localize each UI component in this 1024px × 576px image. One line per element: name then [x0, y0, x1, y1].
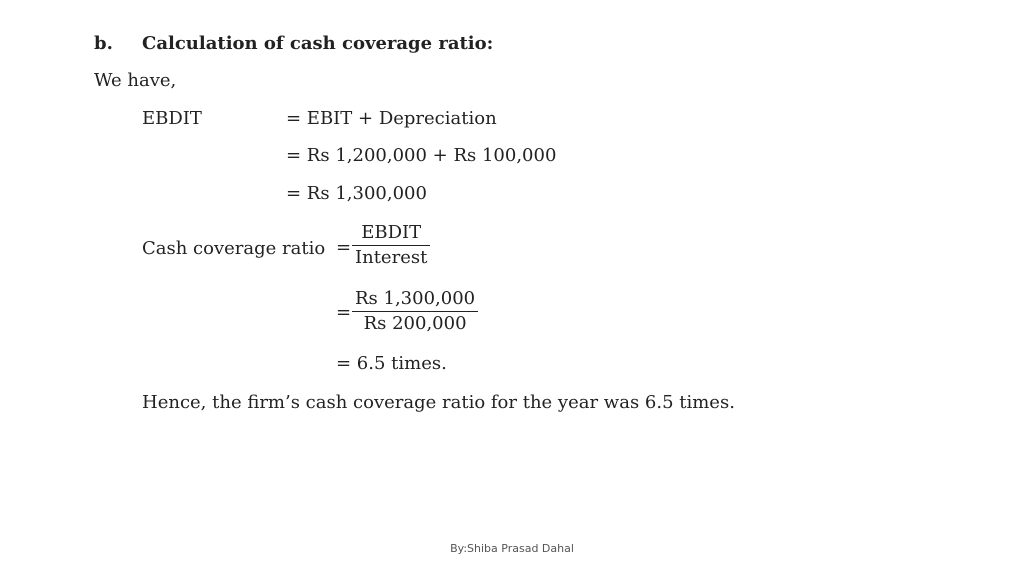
ebdit-line-2: = Rs 1,200,000 + Rs 100,000 — [286, 145, 557, 166]
ratio-equals-1: = — [336, 237, 352, 258]
intro-text: We have, — [94, 70, 177, 91]
fraction-numerator: EBDIT — [352, 222, 430, 246]
ratio-fraction-formula — [352, 222, 430, 269]
ebdit-label: EBDIT — [142, 108, 202, 129]
fraction-denominator: Interest — [355, 247, 428, 268]
footer-author: By:Shiba Prasad Dahal — [450, 542, 574, 555]
conclusion-text: Hence, the firm’s cash coverage ratio for the year was 6.5 times. — [142, 392, 735, 413]
ratio-result: = 6.5 times. — [336, 353, 447, 374]
ratio-label: Cash coverage ratio — [142, 238, 326, 259]
heading-title: Calculation of cash coverage ratio: — [142, 33, 494, 54]
ebdit-line-3: = Rs 1,300,000 — [286, 183, 427, 204]
fraction-denominator: Rs 200,000 — [363, 313, 467, 334]
heading-letter: b. — [94, 33, 113, 54]
fraction-numerator: Rs 1,300,000 — [352, 288, 478, 312]
ratio-fraction-values — [352, 288, 478, 335]
ebdit-line-1: = EBIT + Depreciation — [286, 108, 497, 129]
ratio-equals-2: = — [336, 302, 352, 323]
